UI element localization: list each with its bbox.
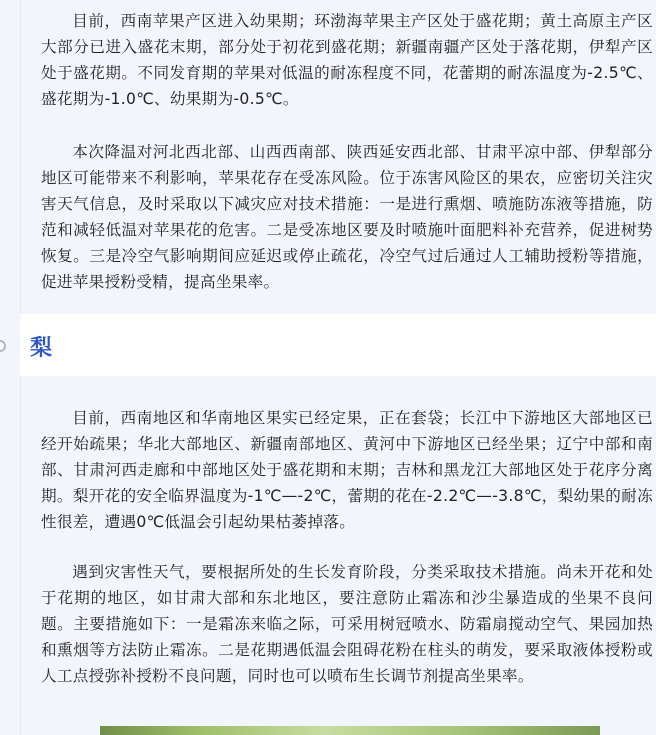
- pear-section-title: 梨: [30, 336, 53, 361]
- apple-paragraph-2: 本次降温对河北西北部、山西西南部、陕西延安西北部、甘肃平凉中部、伊犁部分地区可能带来不利影响，苹果花存在受冻风险。位于冻害风险区的果农，应密切关注灾害天气信息，及时采取以下减灾应对技术措施：一是进行熏烟、喷施防冻液等措施，防范和减轻低温对苹果花的危害。二是受冻地区要及时喷施叶面肥料补充营养，促进树势恢复。三是冷空气影响期间应延迟或停止疏花，冷空气过后通过人工辅助授粉等措施，促进苹果授粉受精，提高坐果率。: [41, 143, 653, 291]
- pear-paragraph-1: 目前，西南地区和华南地区果实已经定果，正在套袋；长江中下游地区大部地区已经开始疏果；华北大部地区、新疆南部地区、黄河中下游地区已经坐果；辽宁中部和南部、甘肃河西走廊和中部地区处于盛花期和末期；吉林和黑龙江大部地区处于花序分离期。梨开花的安全临界温度为-1℃—-2℃，蕾期的花在-2.2℃—-3.8℃，梨幼果的耐冻性很差，遭遇0℃低温会引起幼果枯萎掉落。: [41, 409, 653, 531]
- pear-paragraph-2: 遇到灾害性天气，要根据所处的生长发育阶段，分类采取技术措施。尚未开花和处于花期的地区，如甘肃大部和东北地区，要注意防止霜冻和沙尘暴造成的坐果不良问题。主要措施如下：一是霜冻来临之际，可采用树冠喷水、防霜扇搅动空气、果园加热和熏烟等方法防止霜冻。二是花期遇低温会阻碍花粉在柱头的萌发，要采取液体授粉或人工点授弥补授粉不良问题，同时也可以喷布生长调节剂提高坐果率。: [41, 563, 653, 685]
- left-rail: [0, 0, 20, 735]
- pear-section-card: [20, 376, 656, 735]
- apple-section-card: [20, 0, 656, 314]
- apple-paragraph-1: 目前，西南苹果产区进入幼果期；环渤海苹果主产区处于盛花期；黄土高原主产区大部分已进入盛花末期，部分处于初花到盛花期；新疆南疆产区处于落花期，伊犁产区处于盛花期。不同发育期的苹果对低温的耐冻程度不同，花蕾期的耐冻温度为-2.5℃、盛花期为-1.0℃、幼果期为-0.5℃。: [41, 12, 653, 108]
- image-edge: [100, 726, 600, 735]
